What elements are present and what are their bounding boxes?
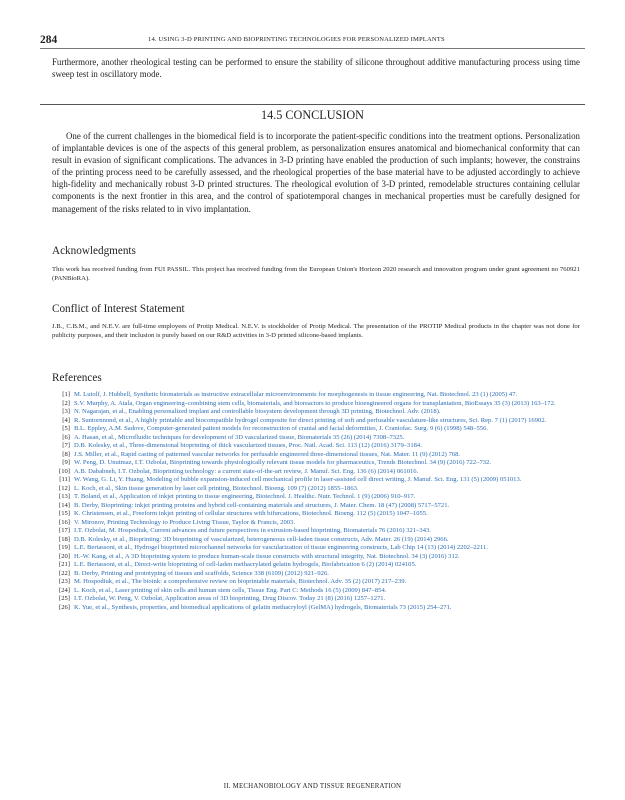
reference-item[interactable] [52, 570, 580, 579]
acknowledgments-text: This work has received funding from FUI PASSIL. This project has received funding from the European Union's Horizon 2020 research and innovation program under grant agreement no 760921 (PANBioRA). [52, 266, 580, 283]
reference-text[interactable]: R. Suntornnond, et al., A highly printable and biocompatible hydrogel composite for direct printing of soft and perfusable vasculature-like structures, Sci. Rep. 7 (1) (2017) 16902. [74, 416, 547, 424]
reference-number: [11] [59, 476, 70, 483]
reference-item[interactable] [52, 408, 580, 417]
reference-number: [18] [59, 535, 70, 543]
reference-item[interactable] [52, 519, 580, 528]
reference-item[interactable] [52, 536, 580, 545]
reference-number: [2] [62, 399, 70, 407]
reference-item[interactable] [52, 561, 580, 570]
reference-number: [21] [59, 561, 70, 568]
conclusion-paragraph: One of the current challenges in the biomedical field is to incorporate the patient-specific conditions into the treatment options. Personalization of implantable devices is one of the aspects of this general problem, as personalization ensures anatomical and biomechanical conformity that can result in evasion of significant complications. The advances in 3-D printing have enabled the production of such implants; however, the constrains of the printing process need to be carefully assessed, and the rheological properties of the base material have to be adjusted accordingly to achieve high-fidelity and mechanically robust 3-D printed structures. The rheological evolution of 3-D printed, remodelable structures containing cellular components is the next frontier in this area, and the control of spatiotemporal changes in mechanical properties must be carefully designed for management of the risks related to in vivo implantation. [52, 131, 580, 214]
reference-item[interactable] [52, 544, 580, 553]
reference-number: [6] [62, 433, 70, 441]
reference-item[interactable] [52, 527, 580, 536]
reference-text[interactable]: K. Christensen, et al., Freeform inkjet printing of cellular structures with bifurcations, Biotechnol. Bioeng. 112 (5) (2015) 1047–1055. [74, 510, 428, 517]
reference-text[interactable]: W. Peng, D. Unutmaz, I.T. Ozbolat, Bioprinting towards physiologically relevant tissue models for pharmaceutics, Trends Biotechnol. 34 (9) (2016) 722–732. [74, 459, 491, 466]
reference-number: [19] [59, 544, 70, 551]
reference-text[interactable]: V. Mironov, Printing Technology to Produce Living Tissue, Taylor & Francis, 2003. [74, 518, 296, 526]
reference-text[interactable]: A. Hasan, et al., Microfluidic techniques for development of 3D vascularized tissue, Biomaterials 35 (26) (2014) 7308–7325. [74, 433, 405, 441]
reference-text[interactable]: I.T. Ozbolat, W. Peng, V. Ozbolat, Application areas of 3D bioprinting, Drug Discov. Today 21 (8) (2016) 1257–1271. [74, 595, 386, 602]
reference-item[interactable] [52, 553, 580, 562]
reference-text[interactable]: J.S. Miller, et al., Rapid casting of patterned vascular networks for perfusable engineered three-dimensional tissues, Nat. Mater. 11 (9) (2012) 768. [74, 450, 461, 458]
reference-item[interactable] [52, 485, 580, 494]
reference-item[interactable] [52, 502, 580, 511]
reference-number: [13] [59, 493, 70, 500]
reference-number: [15] [59, 510, 70, 517]
reference-text[interactable]: M. Hospodiuk, et al., The bioink: a comprehensive review on bioprintable materials, Biotechnol. Adv. 35 (2) (2017) 217–239. [74, 578, 407, 585]
reference-item[interactable] [52, 459, 580, 468]
reference-text[interactable]: W. Wang, G. Li, Y. Huang, Modeling of bubble expansion-induced cell mechanical profile in laser-assisted cell direct writing, J. Manuf. Sci. Eng. 131 (5) (2009) 051013. [74, 476, 522, 483]
reference-number: [20] [59, 552, 70, 560]
reference-item[interactable] [52, 604, 580, 613]
reference-item[interactable] [52, 587, 580, 596]
reference-item[interactable] [52, 595, 580, 604]
reference-text[interactable]: M. Lutolf, J. Hubbell, Synthetic biomaterials as instructive extracellular microenvironments for morphogenesis in tissue engineering, Nat. Biotechnol. 23 (1) (2005) 47. [74, 391, 518, 398]
references-heading: References [52, 372, 102, 384]
intro-paragraph: Furthermore, another rheological testing can be performed to ensure the stability of silicone throughout additive manufacturing process using time sweep test in oscillatory mode. [52, 57, 580, 80]
reference-text[interactable]: H.-W. Kang, et al., A 3D bioprinting system to produce human-scale tissue constructs with structural integrity, Nat. Biotechnol. 34 (3) (2016) 312. [74, 552, 460, 560]
reference-item[interactable] [52, 425, 580, 434]
reference-text[interactable]: B. Derby, Printing and prototyping of tissues and scaffolds, Science 338 (6109) (2012) 921–926. [74, 569, 329, 577]
reference-item[interactable] [52, 578, 580, 587]
reference-item[interactable] [52, 400, 580, 409]
reference-text[interactable]: B. Derby, Bioprinting: inkjet printing proteins and hybrid cell-containing materials and structures, J. Mater. Chem. 18 (47) (2008) 5717–5721. [74, 501, 450, 509]
reference-number: [9] [62, 459, 70, 466]
reference-item[interactable] [52, 510, 580, 519]
reference-text[interactable]: K. Yue, et al., Synthesis, properties, and biomedical applications of gelatin methacryloyl (GelMA) hydrogels, Biomaterials 73 (2015) 254–271. [74, 603, 452, 611]
reference-text[interactable]: D.B. Kolesky, et al., Bioprinting: 3D bioprinting of vascularized, heterogeneous cell-laden tissue constructs, Adv. Mater. 26 (19) (2014) 2966. [74, 535, 449, 543]
reference-number: [16] [59, 518, 70, 526]
reference-number: [5] [62, 425, 70, 432]
conflict-heading: Conflict of Interest Statement [52, 303, 185, 315]
reference-item[interactable] [52, 391, 580, 400]
conflict-text: J.B., C.B.M., and N.E.V. are full-time employees of Protip Medical. N.E.V. is stockholder of Protip Medical. The presentation of the PROTIP Medical products in the chapter was not done for publicity purposes, and their inclusion is purely based on our R&D activities in 3-D printed silicone-based implants. [52, 323, 580, 340]
reference-item[interactable] [52, 476, 580, 485]
reference-text[interactable]: S.V. Murphy, A. Atala, Organ engineering–combining stem cells, biomaterials, and bioreactors to produce bioengineered organs for transplantation, BioEssays 35 (3) (2013) 163–172. [74, 399, 556, 407]
reference-number: [7] [62, 442, 70, 449]
reference-item[interactable] [52, 417, 580, 426]
reference-number: [12] [59, 484, 70, 492]
page-footer: II. MECHANOBIOLOGY AND TISSUE REGENERATION [223, 783, 402, 790]
page-number: 284 [40, 34, 58, 46]
reference-text[interactable]: A.B. Dababneh, I.T. Ozbolat, Bioprinting technology: a current state-of-the-art review, J. Manuf. Sci. Eng. 136 (6) (2014) 061016. [74, 467, 419, 475]
reference-list [52, 391, 580, 612]
reference-number: [22] [59, 569, 70, 577]
running-title: 14. USING 3-D PRINTING AND BIOPRINTING TECHNOLOGIES FOR PERSONALIZED IMPLANTS [148, 36, 445, 43]
reference-item[interactable] [52, 493, 580, 502]
reference-text[interactable]: T. Boland, et al., Application of inkjet printing to tissue engineering, Biotechnol. J. Healthc. Nutr. Technol. 1 (9) (2006) 910–917. [74, 493, 416, 500]
reference-number: [8] [62, 450, 70, 458]
reference-text[interactable]: B.L. Eppley, A.M. Sadove, Computer-generated patient models for reconstruction of cranial and facial deformities, J. Craniofac. Surg. 9 (6) (1998) 548–556. [74, 425, 489, 432]
reference-text[interactable]: N. Nagarajan, et al., Enabling personalized implant and controllable biosystem development through 3D printing, Biotechnol. Adv. (2018). [74, 408, 441, 415]
reference-number: [4] [62, 416, 70, 424]
acknowledgments-heading: Acknowledgments [52, 245, 136, 257]
reference-number: [25] [59, 595, 70, 602]
reference-number: [3] [62, 408, 70, 415]
reference-text[interactable]: D.B. Kolesky, et al., Three-dimensional bioprinting of thick vascularized tissues, Proc. Natl. Acad. Sci. 113 (12) (2016) 3179–3184. [74, 442, 422, 449]
reference-text[interactable]: L.E. Bertassoni, et al., Direct-write bioprinting of cell-laden methacrylated gelatin hydrogels, Biofabrication 6 (2) (2014) 024105. [74, 561, 417, 568]
reference-text[interactable]: L.E. Bertassoni, et al., Hydrogel bioprinted microchannel networks for vascularization of tissue engineering constructs, Lab Chip 14 (13) (2014) 2202–2211. [74, 544, 488, 551]
reference-number: [10] [59, 467, 70, 475]
reference-number: [26] [59, 603, 70, 611]
reference-item[interactable] [52, 451, 580, 460]
reference-item[interactable] [52, 442, 580, 451]
reference-number: [23] [59, 578, 70, 585]
reference-number: [17] [59, 527, 70, 534]
reference-text[interactable]: L. Koch, et al., Skin tissue generation by laser cell printing, Biotechnol. Bioeng. 109 (7) (2012) 1855–1863. [74, 484, 359, 492]
page-header [40, 34, 585, 49]
reference-item[interactable] [52, 468, 580, 477]
reference-text[interactable]: L. Koch, et al., Laser printing of skin cells and human stem cells, Tissue Eng. Part C: Methods 16 (5) (2009) 847–854. [74, 586, 387, 594]
reference-number: [14] [59, 501, 70, 509]
reference-number: [1] [62, 391, 70, 398]
reference-item[interactable] [52, 434, 580, 443]
reference-number: [24] [59, 586, 70, 594]
section-title: 14.5 CONCLUSION [40, 104, 585, 123]
reference-text[interactable]: I.T. Ozbolat, M. Hospodiuk, Current advances and future perspectives in extrusion-based bioprinting, Biomaterials 76 (2016) 321–343. [74, 527, 431, 534]
